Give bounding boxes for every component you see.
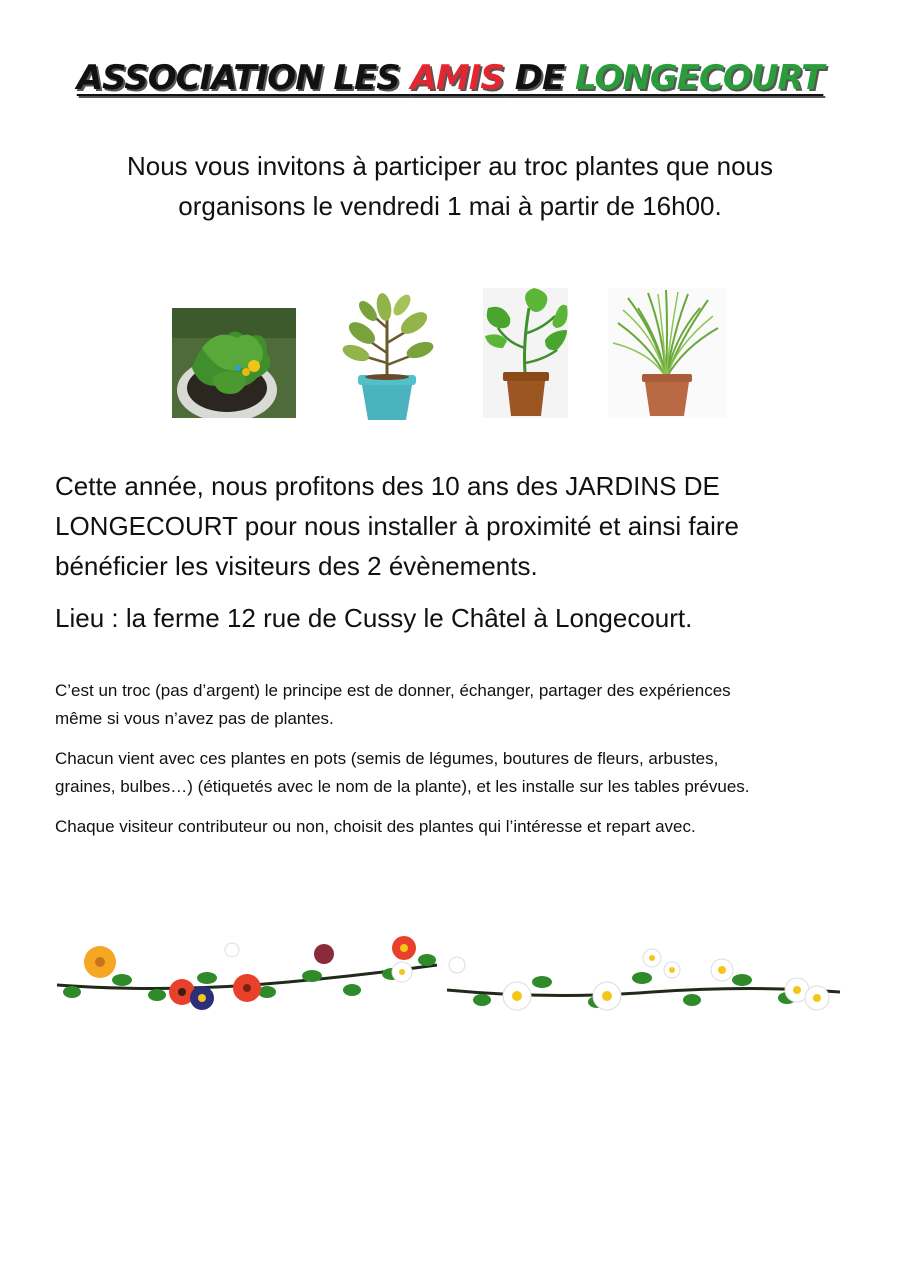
invitation-text bbox=[60, 146, 840, 226]
bring-line-1: Chacun vient avec ces plantes en pots (semis de légumes, boutures de fleurs, arbustes, bbox=[55, 749, 719, 768]
potted-plant-brown bbox=[483, 288, 568, 418]
zucchini-plant-photo bbox=[172, 308, 296, 418]
chives-pot-photo bbox=[608, 288, 726, 418]
anniversary-paragraph bbox=[55, 466, 855, 586]
bring-plants-paragraph bbox=[55, 745, 855, 801]
troc-line-2: même si vous n’avez pas de plantes. bbox=[55, 709, 334, 728]
plant-images-row bbox=[0, 288, 900, 423]
title-amis: AMIS bbox=[410, 58, 504, 98]
invitation-line-1: Nous vous invitons à participer au troc plantes que nous bbox=[126, 151, 774, 181]
invitation-line-2: organisons le vendredi 1 mai à partir de 16h00. bbox=[178, 191, 722, 221]
anniversary-line-3: bénéficier les visiteurs des 2 évènements. bbox=[55, 551, 538, 581]
flower-garland bbox=[52, 930, 842, 1025]
title-de: DE bbox=[503, 58, 576, 98]
anniversary-line-2: LONGECOURT pour nous installer à proximité et ainsi faire bbox=[55, 511, 739, 541]
bring-line-2: graines, bulbes…) (étiquetés avec le nom de la plante), et les installe sur les tables prévues. bbox=[55, 777, 750, 796]
location-text: Lieu : la ferme 12 rue de Cussy le Châtel à Longecourt. bbox=[55, 603, 693, 633]
potted-plant-blue bbox=[340, 293, 435, 420]
troc-paragraph bbox=[55, 677, 855, 733]
title-longecourt: LONGECOURT bbox=[575, 58, 824, 98]
anniversary-line-1: Cette année, nous profitons des 10 ans des JARDINS DE bbox=[55, 471, 720, 501]
page-title bbox=[0, 58, 900, 98]
title-association: ASSOCIATION LES bbox=[76, 58, 411, 98]
visitor-paragraph: Chaque visiteur contributeur ou non, choisit des plantes qui l’intéresse et repart avec. bbox=[55, 817, 696, 836]
troc-line-1: C’est un troc (pas d’argent) le principe est de donner, échanger, partager des expériences bbox=[55, 681, 731, 700]
